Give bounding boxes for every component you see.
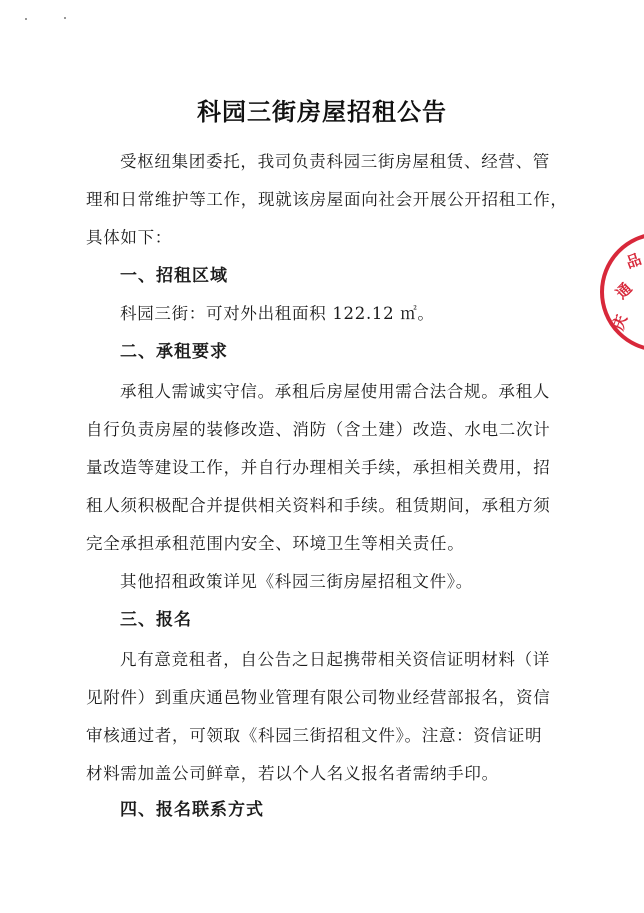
paragraph-line: 承租人需诚实守信。承租后房屋使用需合法合规。承租人 bbox=[120, 382, 550, 401]
paragraph-line: 材料需加盖公司鲜章，若以个人名义报名者需纳手印。 bbox=[86, 764, 499, 783]
intro-line: 受枢纽集团委托，我司负责科园三街房屋租赁、经营、管 bbox=[120, 152, 550, 171]
paragraph-line: 见附件）到重庆通邑物业管理有限公司物业经营部报名，资信 bbox=[86, 688, 551, 707]
paragraph-line: 科园三街：可对外出租面积 122.12 ㎡。 bbox=[120, 304, 435, 323]
company-seal bbox=[600, 232, 644, 352]
seal-char: 通 bbox=[612, 279, 636, 303]
seal-char: 庆 bbox=[608, 312, 632, 333]
paragraph-line: 凡有意竞租者，自公告之日起携带相关资信证明材料（详 bbox=[120, 650, 550, 669]
paragraph-line: 自行负责房屋的装修改造、消防（含土建）改造、水电二次计 bbox=[86, 420, 551, 439]
section-heading: 四、报名联系方式 bbox=[120, 800, 264, 820]
paragraph-line: 完全承担承租范围内安全、环境卫生等相关责任。 bbox=[86, 534, 465, 553]
paragraph-line: 其他招租政策详见《科园三街房屋招租文件》。 bbox=[120, 572, 473, 591]
document-title: 科园三街房屋招租公告 bbox=[197, 98, 447, 126]
scan-speck bbox=[25, 18, 27, 20]
paragraph-line: 量改造等建设工作，并自行办理相关手续，承担相关费用，招 bbox=[86, 458, 551, 477]
intro-line: 理和日常维护等工作，现就该房屋面向社会开展公开招租工作， bbox=[86, 190, 568, 209]
intro-line: 具体如下： bbox=[86, 228, 172, 247]
seal-char: 品 bbox=[623, 249, 644, 272]
section-heading: 三、报名 bbox=[120, 610, 192, 630]
section-heading: 一、招租区域 bbox=[120, 266, 228, 286]
paragraph-line: 审核通过者，可领取《科园三街招租文件》。注意：资信证明 bbox=[86, 726, 543, 745]
section-heading: 二、承租要求 bbox=[120, 342, 228, 362]
scan-speck bbox=[64, 17, 66, 19]
paragraph-line: 租人须积极配合并提供相关资料和手续。租赁期间，承租方须 bbox=[86, 496, 551, 515]
